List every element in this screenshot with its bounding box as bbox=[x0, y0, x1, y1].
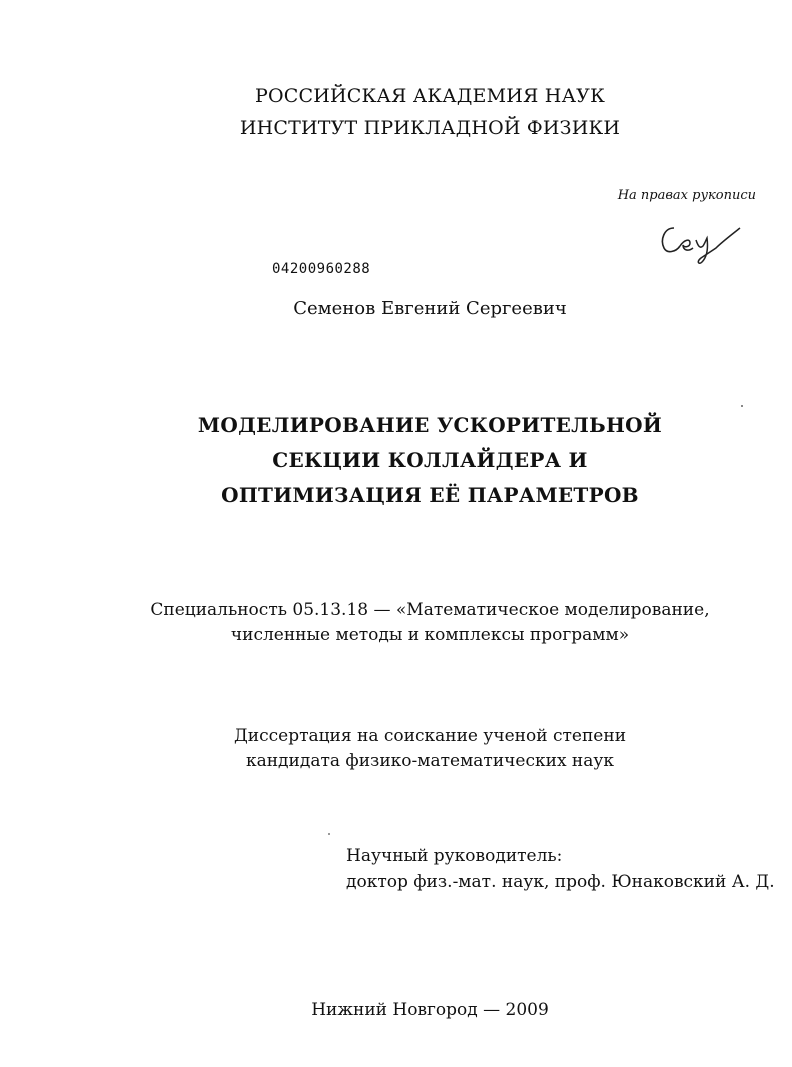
title-line-2: СЕКЦИИ КОЛЛАЙДЕРА И bbox=[272, 448, 588, 472]
scan-speck bbox=[741, 405, 743, 407]
signature-icon bbox=[656, 218, 746, 268]
specialty bbox=[0, 598, 792, 648]
thesis-title bbox=[0, 408, 792, 513]
supervisor-name: доктор физ.-мат. наук, проф. Юнаковский А. Д. bbox=[346, 872, 775, 892]
handwritten-signature bbox=[656, 218, 746, 272]
scan-speck bbox=[328, 833, 330, 835]
supervisor-label: Научный руководитель: bbox=[346, 846, 563, 866]
degree-statement bbox=[0, 724, 792, 774]
author-name: Семенов Евгений Сергеевич bbox=[293, 298, 567, 319]
academy-name: РОССИЙСКАЯ АКАДЕМИЯ НАУК bbox=[255, 85, 605, 107]
institute-name: ИНСТИТУТ ПРИКЛАДНОЙ ФИЗИКИ bbox=[239, 117, 621, 139]
city-year: Нижний Новгород — 2009 bbox=[311, 1000, 549, 1020]
title-line-1: МОДЕЛИРОВАНИЕ УСКОРИТЕЛЬНОЙ bbox=[197, 413, 663, 437]
manuscript-note: На правах рукописи bbox=[617, 188, 756, 203]
supervisor-block bbox=[346, 843, 775, 895]
degree-line-2: кандидата физико-математических наук bbox=[245, 751, 615, 771]
degree-line-1: Диссертация на соискание ученой степени bbox=[233, 726, 627, 746]
institution-header bbox=[0, 80, 792, 144]
specialty-line-1: Специальность 05.13.18 — «Математическое моделирование, bbox=[150, 600, 710, 620]
catalog-number: 04200960288 bbox=[272, 261, 371, 277]
specialty-line-2: численные методы и комплексы программ» bbox=[230, 625, 630, 645]
title-line-3: ОПТИМИЗАЦИЯ ЕЁ ПАРАМЕТРОВ bbox=[221, 483, 639, 507]
